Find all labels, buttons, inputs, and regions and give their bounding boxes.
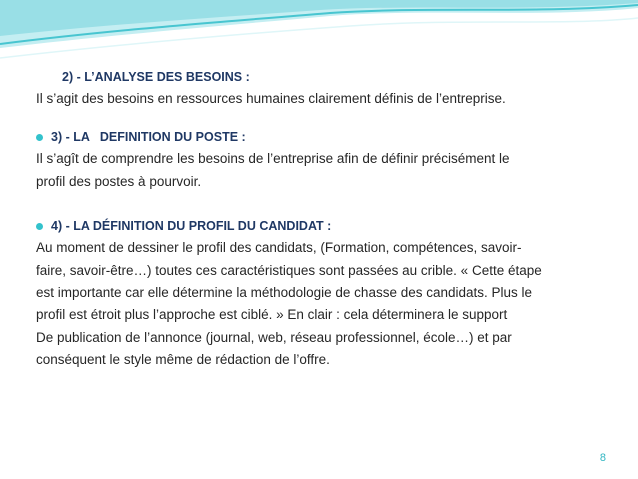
bullet-dot-icon xyxy=(36,223,43,230)
text-line: conséquent le style même de rédaction de l’offre. xyxy=(36,352,330,368)
decorative-wave-header xyxy=(0,0,638,70)
text-line: Il s’agit des besoins en ressources humaines clairement définis de l’entreprise. xyxy=(36,91,506,106)
text-line: profil est étroit plus l’approche est ciblé. » En clair : cela déterminera le support xyxy=(36,307,508,323)
section-3-heading xyxy=(36,126,611,148)
text-line: est importante car elle détermine la méthodologie de chasse des candidats. Plus le xyxy=(36,285,533,301)
text-line: faire, savoir-être…) toutes ces caractéristiques sont passées au crible. « Cette étape xyxy=(36,262,542,278)
text-line: Au moment de dessiner le profil des candidats, (Formation, compétences, savoir- xyxy=(36,240,522,256)
bullet-dot-icon xyxy=(36,134,43,141)
section-2-heading: 2) - L’ANALYSE DES BESOINS : xyxy=(62,70,250,84)
text-line: Il s’agît de comprendre les besoins de l’entreprise afin de définir précisément le xyxy=(36,151,510,167)
text-line: profil des postes à pourvoir. xyxy=(36,173,202,189)
section-2-text xyxy=(36,88,611,110)
section-4-heading-text: 4) - LA DÉFINITION DU PROFIL DU CANDIDAT : xyxy=(51,219,332,234)
section-4-text xyxy=(36,237,611,371)
slide-content xyxy=(36,66,611,372)
section-3-text xyxy=(36,148,611,193)
section-4-heading xyxy=(36,215,611,237)
page-number: 8 xyxy=(599,452,606,464)
text-line: De publication de l’annonce (journal, web, réseau professionnel, école…) et par xyxy=(36,329,512,345)
section-3-heading-text: 3) - LA DEFINITION DU POSTE : xyxy=(51,130,246,145)
